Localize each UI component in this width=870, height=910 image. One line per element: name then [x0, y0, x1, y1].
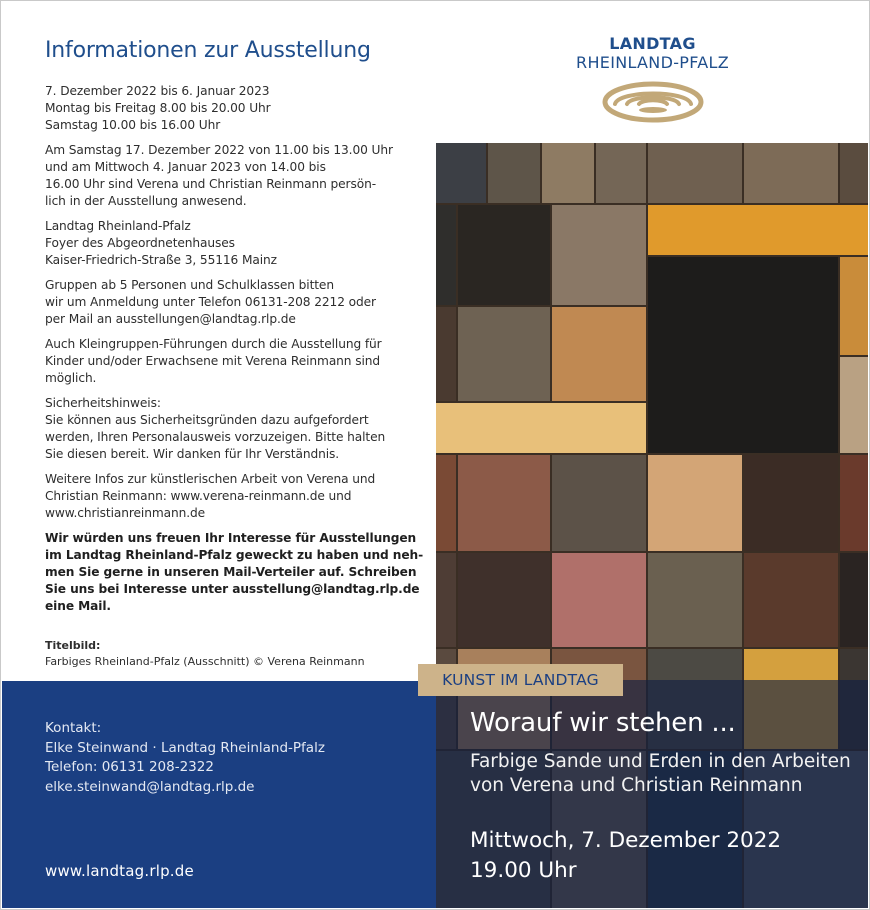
text-line: www.christianreinmann.de: [45, 506, 206, 520]
text-line: Samstag 10.00 bis 16.00 Uhr: [45, 118, 221, 132]
text-line: Sie uns bei Interesse unter ausstellung@landtag.rlp.de: [45, 582, 420, 596]
more-info-paragraph: [45, 471, 397, 522]
groups-paragraph: [45, 277, 397, 328]
security-paragraph: [45, 395, 397, 463]
info-column: [45, 83, 424, 623]
text-line: men Sie gerne in unseren Mail-Verteiler auf. Schreiben: [45, 565, 417, 579]
text-line: Landtag Rheinland-Pfalz: [45, 219, 191, 233]
contact-label: Kontakt:: [45, 720, 102, 736]
text-line: Kinder und/oder Erwachsene mit Verena Reinmann sind: [45, 354, 381, 368]
landtag-logo: [560, 34, 745, 124]
subtitle-line: Farbige Sande und Erden in den Arbeiten: [470, 751, 851, 772]
text-line: eine Mail.: [45, 599, 111, 613]
contact-email[interactable]: elke.steinwand@landtag.rlp.de: [45, 778, 255, 795]
kunst-im-landtag-tag: KUNST IM LANDTAG: [418, 664, 623, 696]
contact-block: [45, 719, 325, 797]
text-line: Am Samstag 17. Dezember 2022 von 11.00 bis 13.00 Uhr: [45, 143, 393, 157]
dates-paragraph: [45, 83, 397, 134]
text-line: Gruppen ab 5 Personen und Schulklassen bitten: [45, 278, 334, 292]
event-title: Worauf wir stehen ...: [470, 708, 736, 738]
text-line: Sie können aus Sicherheitsgründen dazu aufgefordert: [45, 413, 369, 427]
text-line: Weitere Infos zur künstlerischen Arbeit von Verena und: [45, 472, 376, 486]
text-line: wir um Anmeldung unter Telefon 06131-208 2212 oder: [45, 295, 376, 309]
text-line: lich in der Ausstellung anwesend.: [45, 194, 247, 208]
tours-paragraph: [45, 336, 397, 387]
artist-presence-paragraph: [45, 142, 397, 210]
event-date-line: Mittwoch, 7. Dezember 2022: [470, 828, 782, 853]
event-date: [470, 826, 781, 886]
credit-label: Titelbild:: [45, 639, 101, 652]
text-line: Wir würden uns freuen Ihr Interesse für Ausstellungen: [45, 531, 417, 545]
text-line: Sicherheitshinweis:: [45, 396, 161, 410]
logo-line2: RHEINLAND-PFALZ: [576, 53, 729, 72]
subtitle-line: von Verena und Christian Reinmann: [470, 775, 803, 796]
text-line: Montag bis Freitag 8.00 bis 20.00 Uhr: [45, 101, 271, 115]
image-credit: [45, 638, 365, 670]
text-line: Christian Reinmann: www.verena-reinmann.de und: [45, 489, 352, 503]
text-line: und am Mittwoch 4. Januar 2023 von 14.00 bis: [45, 160, 326, 174]
text-line: Sie diesen bereit. Wir danken für Ihr Verständnis.: [45, 447, 340, 461]
text-line: Kaiser-Friedrich-Straße 3, 55116 Mainz: [45, 253, 277, 267]
contact-name: Elke Steinwand · Landtag Rheinland-Pfalz: [45, 739, 325, 756]
text-line: möglich.: [45, 371, 97, 385]
text-line: 16.00 Uhr sind Verena und Christian Reinmann persön-: [45, 177, 376, 191]
text-line: werden, Ihren Personalausweis vorzuzeigen. Bitte halten: [45, 430, 386, 444]
event-time-line: 19.00 Uhr: [470, 858, 577, 883]
contact-phone: Telefon: 06131 208-2322: [45, 759, 214, 775]
text-line: 7. Dezember 2022 bis 6. Januar 2023: [45, 84, 270, 98]
event-subtitle: [470, 750, 851, 798]
logo-line1: LANDTAG: [609, 34, 696, 53]
text-line: im Landtag Rheinland-Pfalz geweckt zu haben und neh-: [45, 548, 424, 562]
credit-text: Farbiges Rheinland-Pfalz (Ausschnitt) © Verena Reinmann: [45, 655, 365, 668]
info-title: Informationen zur Ausstellung: [45, 38, 371, 63]
address-paragraph: [45, 218, 397, 269]
text-line: per Mail an ausstellungen@landtag.rlp.de: [45, 312, 296, 326]
mailing-list-paragraph: [45, 530, 424, 615]
text-line: Foyer des Abgeordnetenhauses: [45, 236, 235, 250]
text-line: Auch Kleingruppen-Führungen durch die Ausstellung für: [45, 337, 382, 351]
parliament-emblem-icon: [601, 80, 705, 124]
website-link[interactable]: www.landtag.rlp.de: [45, 862, 194, 880]
